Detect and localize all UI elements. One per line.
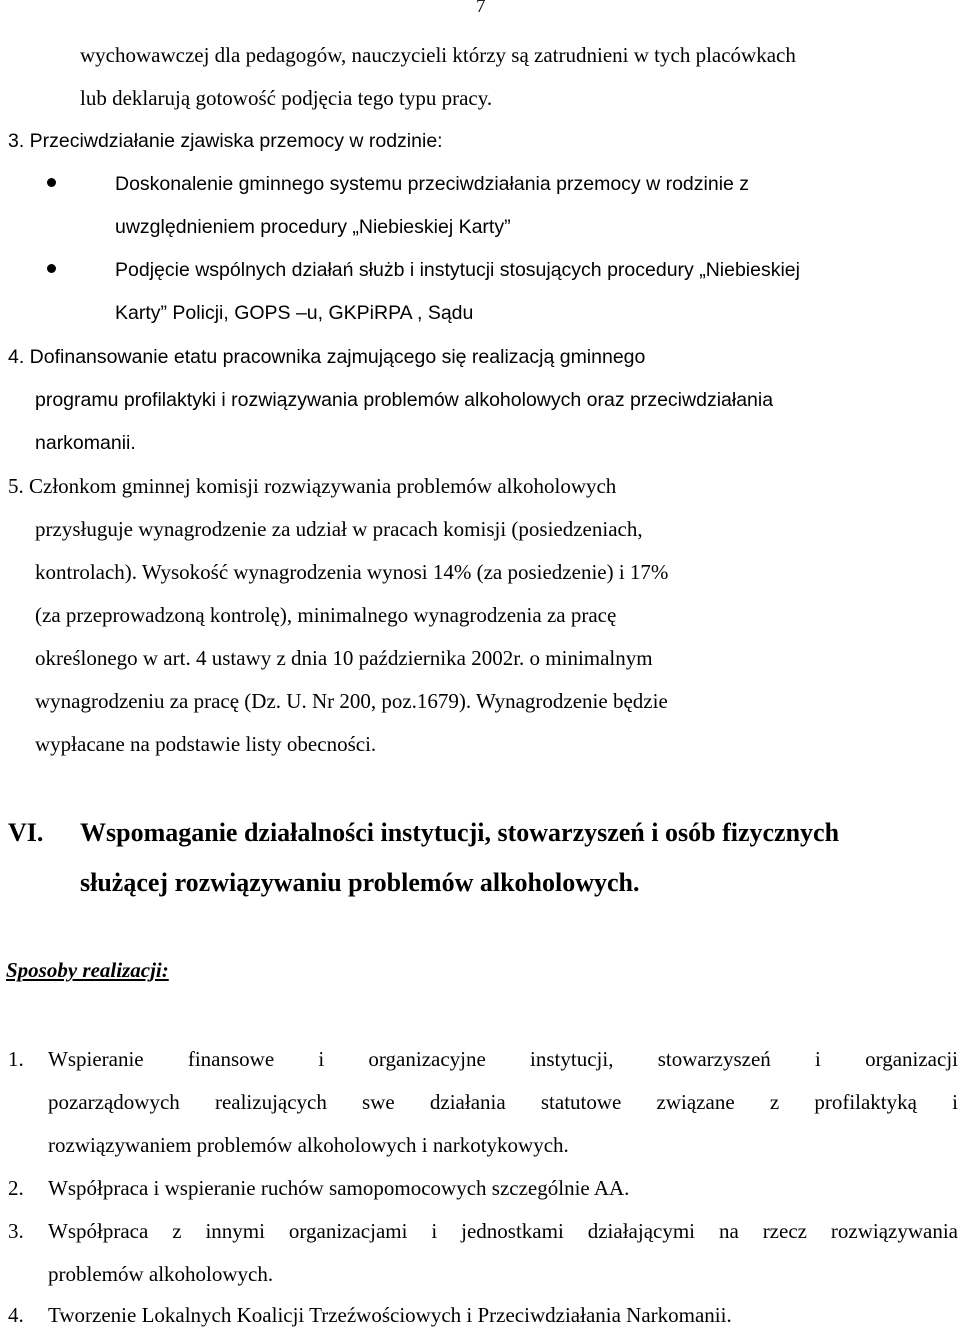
method-1-number: 1.	[8, 1047, 24, 1071]
page-number: 7	[476, 0, 486, 17]
item-3-bullet-2-line-1: Podjęcie wspólnych działań służb i instytucji stosujących procedury „Niebieskiej	[115, 259, 800, 281]
item-5-line-1: 5. Członkom gminnej komisji rozwiązywania problemów alkoholowych	[8, 474, 617, 498]
bullet-icon	[47, 264, 56, 273]
section-title-line-1: Wspomaganie działalności instytucji, stowarzyszeń i osób fizycznych	[80, 818, 840, 847]
method-1-line-3: rozwiązywaniem problemów alkoholowych i narkotykowych.	[48, 1133, 569, 1157]
method-3-line-2: problemów alkoholowych.	[48, 1262, 274, 1286]
method-1-line-2: pozarządowych realizujących swe działania statutowe związane z profilaktyką i	[48, 1090, 958, 1114]
continuation-line-1: wychowawczej dla pedagogów, nauczycieli którzy są zatrudnieni w tych placówkach	[80, 43, 796, 67]
method-4-line-1: Tworzenie Lokalnych Koalicji Trzeźwościowych i Przeciwdziałania Narkomanii.	[48, 1303, 732, 1327]
item-3-title: 3. Przeciwdziałanie zjawiska przemocy w rodzinie:	[8, 130, 443, 152]
method-3-number: 3.	[8, 1219, 24, 1243]
method-2-number: 2.	[8, 1176, 24, 1200]
methods-heading: Sposoby realizacji:	[6, 958, 169, 982]
item-5-line-7: wypłacane na podstawie listy obecności.	[35, 732, 377, 756]
item-3-bullet-2-line-2: Karty” Policji, GOPS –u, GKPiRPA , Sądu	[115, 302, 474, 324]
item-4-line-2: programu profilaktyki i rozwiązywania problemów alkoholowych oraz przeciwdziałania	[35, 389, 774, 411]
section-title-line-2: służącej rozwiązywaniu problemów alkoholowych.	[80, 868, 640, 897]
method-2-line-1: Współpraca i wspieranie ruchów samopomocowych szczególnie AA.	[48, 1176, 630, 1200]
method-3-line-1: Współpraca z innymi organizacjami i jednostkami działającymi na rzecz rozwiązywania	[48, 1219, 958, 1243]
item-5-line-5: określonego w art. 4 ustawy z dnia 10 października 2002r. o minimalnym	[35, 646, 653, 670]
method-1-line-1: Wspieranie finansowe i organizacyjne instytucji, stowarzyszeń i organizacji	[48, 1047, 958, 1071]
item-5-line-3: kontrolach). Wysokość wynagrodzenia wynosi 14% (za posiedzenie) i 17%	[35, 560, 669, 584]
item-5-line-6: wynagrodzeniu za pracę (Dz. U. Nr 200, poz.1679). Wynagrodzenie będzie	[35, 689, 668, 713]
item-4-line-1: 4. Dofinansowanie etatu pracownika zajmującego się realizacją gminnego	[8, 346, 646, 368]
item-5-line-4: (za przeprowadzoną kontrolę), minimalnego wynagrodzenia za pracę	[35, 603, 617, 627]
continuation-line-2: lub deklarują gotowość podjęcia tego typu pracy.	[80, 86, 493, 110]
item-5-line-2: przysługuje wynagrodzenie za udział w pracach komisji (posiedzeniach,	[35, 517, 643, 541]
item-3-bullet-1-line-1: Doskonalenie gminnego systemu przeciwdziałania przemocy w rodzinie z	[115, 173, 750, 195]
item-4-line-3: narkomanii.	[35, 432, 136, 454]
method-4-number: 4.	[8, 1303, 24, 1327]
bullet-icon	[47, 178, 56, 187]
section-number: VI.	[8, 818, 44, 847]
item-3-bullet-1-line-2: uwzględnieniem procedury „Niebieskiej Karty”	[115, 216, 511, 238]
